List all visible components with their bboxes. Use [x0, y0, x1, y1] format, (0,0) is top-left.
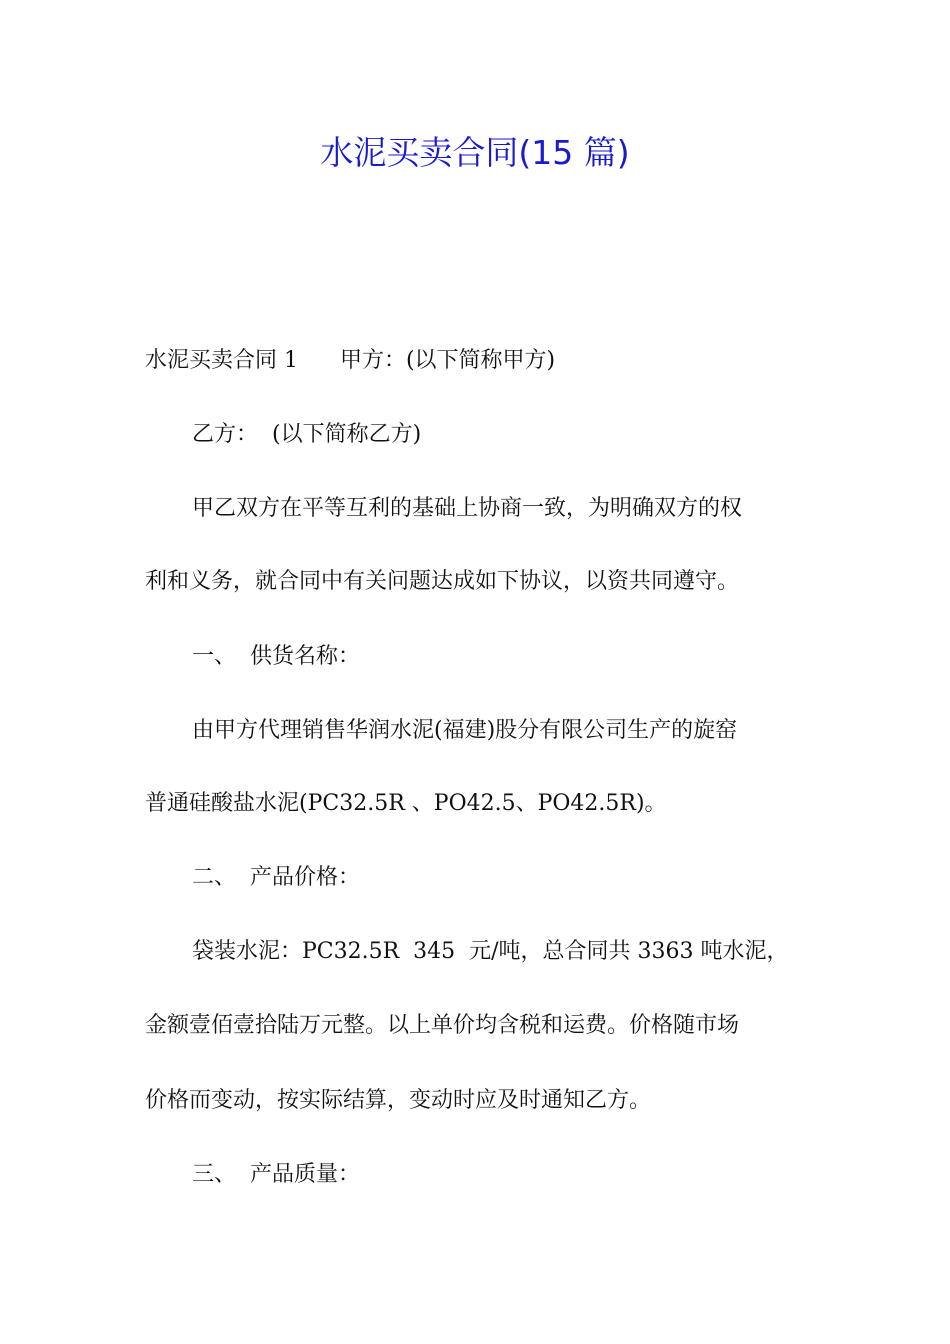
paragraph-line: 利和义务，就合同中有关问题达成如下协议，以资共同遵守。 — [145, 569, 740, 594]
paragraph-line: 袋装水泥：PC32.5R 345 元/吨，总合同共 3363 吨水泥， — [192, 939, 789, 964]
paragraph-line: 乙方： (以下简称乙方) — [192, 422, 422, 447]
paragraph-line: 金额壹佰壹拾陆万元整。以上单价均含税和运费。价格随市场 — [145, 1013, 740, 1038]
paragraph-line: 由甲方代理销售华润水泥(福建)股分有限公司生产的旋窑 — [192, 718, 738, 743]
paragraph-line: 甲乙双方在平等互利的基础上协商一致，为明确双方的权 — [192, 496, 743, 521]
paragraph-line: 水泥买卖合同 1 甲方：(以下简称甲方) — [145, 348, 556, 373]
paragraph-line: 普通硅酸盐水泥(PC32.5R 、PO42.5、PO42.5R)。 — [145, 791, 667, 816]
section-heading: 二、 产品价格： — [192, 865, 360, 890]
paragraph-line: 价格而变动，按实际结算，变动时应及时通知乙方。 — [145, 1088, 652, 1113]
section-heading: 三、 产品质量： — [192, 1162, 360, 1187]
section-heading: 一、 供货名称： — [192, 644, 360, 669]
document-title: 水泥买卖合同(15 篇) — [320, 133, 630, 172]
